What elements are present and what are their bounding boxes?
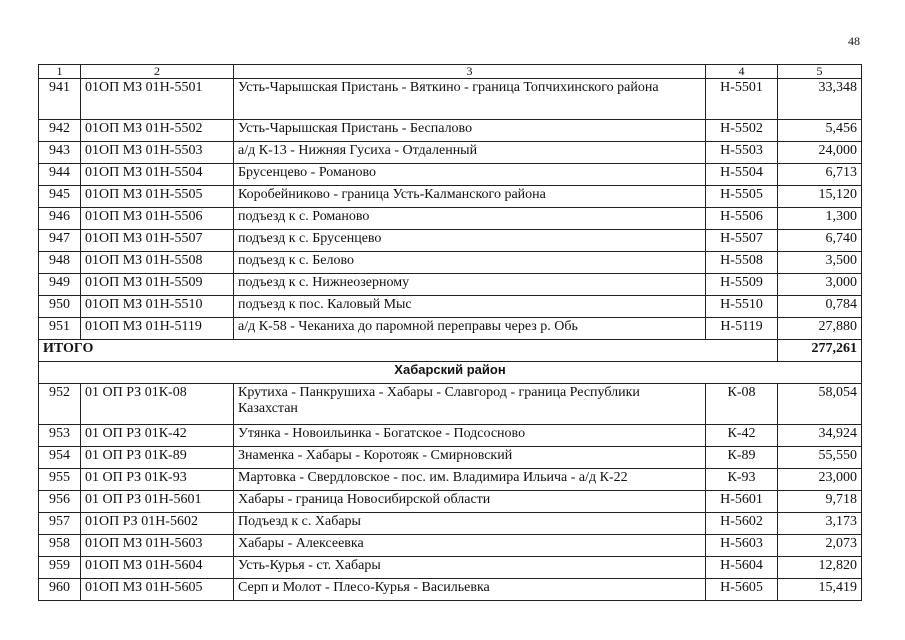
- road-name-cell: Хабары - граница Новосибирской области: [234, 491, 706, 513]
- road-code-cell: 01ОП МЗ 01Н-5504: [81, 164, 234, 186]
- length-cell: 24,000: [778, 142, 862, 164]
- road-name-cell: Знаменка - Хабары - Коротояк - Смирновский: [234, 447, 706, 469]
- table-row: [39, 274, 862, 296]
- road-code-cell: 01ОП МЗ 01Н-5502: [81, 120, 234, 142]
- length-cell: 12,820: [778, 557, 862, 579]
- road-code-cell: 01ОП МЗ 01Н-5603: [81, 535, 234, 557]
- road-name-cell: а/д К-13 - Нижняя Гусиха - Отдаленный: [234, 142, 706, 164]
- row-number-cell: 951: [39, 318, 81, 340]
- row-number-cell: 944: [39, 164, 81, 186]
- table-row: [39, 164, 862, 186]
- column-header: 3: [234, 65, 706, 79]
- table-row: [39, 318, 862, 340]
- road-code-cell: 01 ОП РЗ 01К-42: [81, 425, 234, 447]
- section-title: Хабарский район: [39, 362, 862, 384]
- length-cell: 15,120: [778, 186, 862, 208]
- row-number-cell: 952: [39, 384, 81, 425]
- road-name-cell: подъезд к с. Романово: [234, 208, 706, 230]
- length-cell: 15,419: [778, 579, 862, 601]
- road-name-cell: подъезд к с. Белово: [234, 252, 706, 274]
- row-number-cell: 946: [39, 208, 81, 230]
- road-index-cell: Н-5119: [706, 318, 778, 340]
- road-index-cell: К-08: [706, 384, 778, 425]
- road-index-cell: Н-5604: [706, 557, 778, 579]
- road-index-cell: К-42: [706, 425, 778, 447]
- total-row: [39, 340, 862, 362]
- road-index-cell: К-93: [706, 469, 778, 491]
- row-number-cell: 955: [39, 469, 81, 491]
- length-cell: 6,713: [778, 164, 862, 186]
- length-cell: 34,924: [778, 425, 862, 447]
- total-value: 277,261: [778, 340, 862, 362]
- table-row: [39, 79, 862, 120]
- road-index-cell: Н-5603: [706, 535, 778, 557]
- row-number-cell: 958: [39, 535, 81, 557]
- length-cell: 27,880: [778, 318, 862, 340]
- table-row: [39, 384, 862, 425]
- road-index-cell: Н-5601: [706, 491, 778, 513]
- road-code-cell: 01ОП МЗ 01Н-5507: [81, 230, 234, 252]
- road-index-cell: Н-5502: [706, 120, 778, 142]
- road-code-cell: 01ОП МЗ 01Н-5505: [81, 186, 234, 208]
- road-name-cell: Крутиха - Панкрушиха - Хабары - Славгород - граница Республики Казахстан: [234, 384, 706, 425]
- road-name-cell: подъезд к с. Брусенцево: [234, 230, 706, 252]
- table-row: [39, 230, 862, 252]
- row-number-cell: 948: [39, 252, 81, 274]
- road-name-cell: Подъезд к с. Хабары: [234, 513, 706, 535]
- table-row: [39, 186, 862, 208]
- road-code-cell: 01ОП МЗ 01Н-5509: [81, 274, 234, 296]
- table-row: [39, 513, 862, 535]
- row-number-cell: 950: [39, 296, 81, 318]
- table-row: [39, 469, 862, 491]
- length-cell: 5,456: [778, 120, 862, 142]
- road-code-cell: 01 ОП РЗ 01К-89: [81, 447, 234, 469]
- table-row: [39, 579, 862, 601]
- road-code-cell: 01ОП МЗ 01Н-5508: [81, 252, 234, 274]
- row-number-cell: 960: [39, 579, 81, 601]
- table-row: [39, 491, 862, 513]
- road-index-cell: Н-5510: [706, 296, 778, 318]
- road-index-cell: Н-5602: [706, 513, 778, 535]
- road-index-cell: Н-5501: [706, 79, 778, 120]
- column-header: 4: [706, 65, 778, 79]
- road-name-cell: Усть-Чарышская Пристань - Беспалово: [234, 120, 706, 142]
- page-number: 48: [848, 34, 860, 48]
- length-cell: 23,000: [778, 469, 862, 491]
- road-code-cell: 01ОП МЗ 01Н-5119: [81, 318, 234, 340]
- length-cell: 55,550: [778, 447, 862, 469]
- road-name-cell: Усть-Курья - ст. Хабары: [234, 557, 706, 579]
- table-row: [39, 425, 862, 447]
- road-index-cell: Н-5605: [706, 579, 778, 601]
- table-row: [39, 535, 862, 557]
- road-name-cell: Брусенцево - Романово: [234, 164, 706, 186]
- road-name-cell: Серп и Молот - Плесо-Курья - Васильевка: [234, 579, 706, 601]
- section-row: [39, 362, 862, 384]
- road-code-cell: 01ОП РЗ 01Н-5602: [81, 513, 234, 535]
- length-cell: 3,000: [778, 274, 862, 296]
- column-header: 5: [778, 65, 862, 79]
- row-number-cell: 954: [39, 447, 81, 469]
- length-cell: 3,173: [778, 513, 862, 535]
- total-label: ИТОГО: [39, 340, 778, 362]
- road-index-cell: Н-5506: [706, 208, 778, 230]
- road-code-cell: 01ОП МЗ 01Н-5503: [81, 142, 234, 164]
- road-index-cell: Н-5503: [706, 142, 778, 164]
- length-cell: 0,784: [778, 296, 862, 318]
- row-number-cell: 945: [39, 186, 81, 208]
- road-name-cell: а/д К-58 - Чеканиха до паромной переправы через р. Обь: [234, 318, 706, 340]
- length-cell: 1,300: [778, 208, 862, 230]
- column-header: 2: [81, 65, 234, 79]
- row-number-cell: 949: [39, 274, 81, 296]
- row-number-cell: 942: [39, 120, 81, 142]
- road-name-cell: Утянка - Новоильинка - Богатское - Подсосново: [234, 425, 706, 447]
- table-row: [39, 296, 862, 318]
- road-code-cell: 01 ОП РЗ 01К-08: [81, 384, 234, 425]
- table-row: [39, 557, 862, 579]
- road-name-cell: Усть-Чарышская Пристань - Вяткино - граница Топчихинского района: [234, 79, 706, 120]
- road-code-cell: 01ОП МЗ 01Н-5506: [81, 208, 234, 230]
- road-index-cell: Н-5509: [706, 274, 778, 296]
- road-index-cell: Н-5504: [706, 164, 778, 186]
- road-code-cell: 01 ОП РЗ 01К-93: [81, 469, 234, 491]
- road-name-cell: Мартовка - Свердловское - пос. им. Владимира Ильича - а/д К-22: [234, 469, 706, 491]
- road-code-cell: 01ОП МЗ 01Н-5604: [81, 557, 234, 579]
- road-code-cell: 01ОП МЗ 01Н-5501: [81, 79, 234, 120]
- length-cell: 2,073: [778, 535, 862, 557]
- road-code-cell: 01ОП МЗ 01Н-5510: [81, 296, 234, 318]
- road-name-cell: подъезд к пос. Каловый Мыс: [234, 296, 706, 318]
- road-name-cell: подъезд к с. Нижнеозерному: [234, 274, 706, 296]
- table-row: [39, 120, 862, 142]
- row-number-cell: 956: [39, 491, 81, 513]
- length-cell: 58,054: [778, 384, 862, 425]
- road-index-cell: Н-5508: [706, 252, 778, 274]
- road-name-cell: Хабары - Алексеевка: [234, 535, 706, 557]
- column-header: 1: [39, 65, 81, 79]
- row-number-cell: 959: [39, 557, 81, 579]
- road-index-cell: Н-5507: [706, 230, 778, 252]
- row-number-cell: 953: [39, 425, 81, 447]
- road-code-cell: 01 ОП РЗ 01Н-5601: [81, 491, 234, 513]
- road-index-cell: Н-5505: [706, 186, 778, 208]
- road-name-cell: Коробейниково - граница Усть-Калманского района: [234, 186, 706, 208]
- road-index-cell: К-89: [706, 447, 778, 469]
- length-cell: 6,740: [778, 230, 862, 252]
- table-row: [39, 208, 862, 230]
- table-row: [39, 447, 862, 469]
- row-number-cell: 957: [39, 513, 81, 535]
- header-row: [39, 65, 862, 79]
- table-row: [39, 252, 862, 274]
- length-cell: 3,500: [778, 252, 862, 274]
- length-cell: 9,718: [778, 491, 862, 513]
- road-code-cell: 01ОП МЗ 01Н-5605: [81, 579, 234, 601]
- row-number-cell: 943: [39, 142, 81, 164]
- row-number-cell: 947: [39, 230, 81, 252]
- row-number-cell: 941: [39, 79, 81, 120]
- table-row: [39, 142, 862, 164]
- length-cell: 33,348: [778, 79, 862, 120]
- road-register-table: [38, 64, 862, 601]
